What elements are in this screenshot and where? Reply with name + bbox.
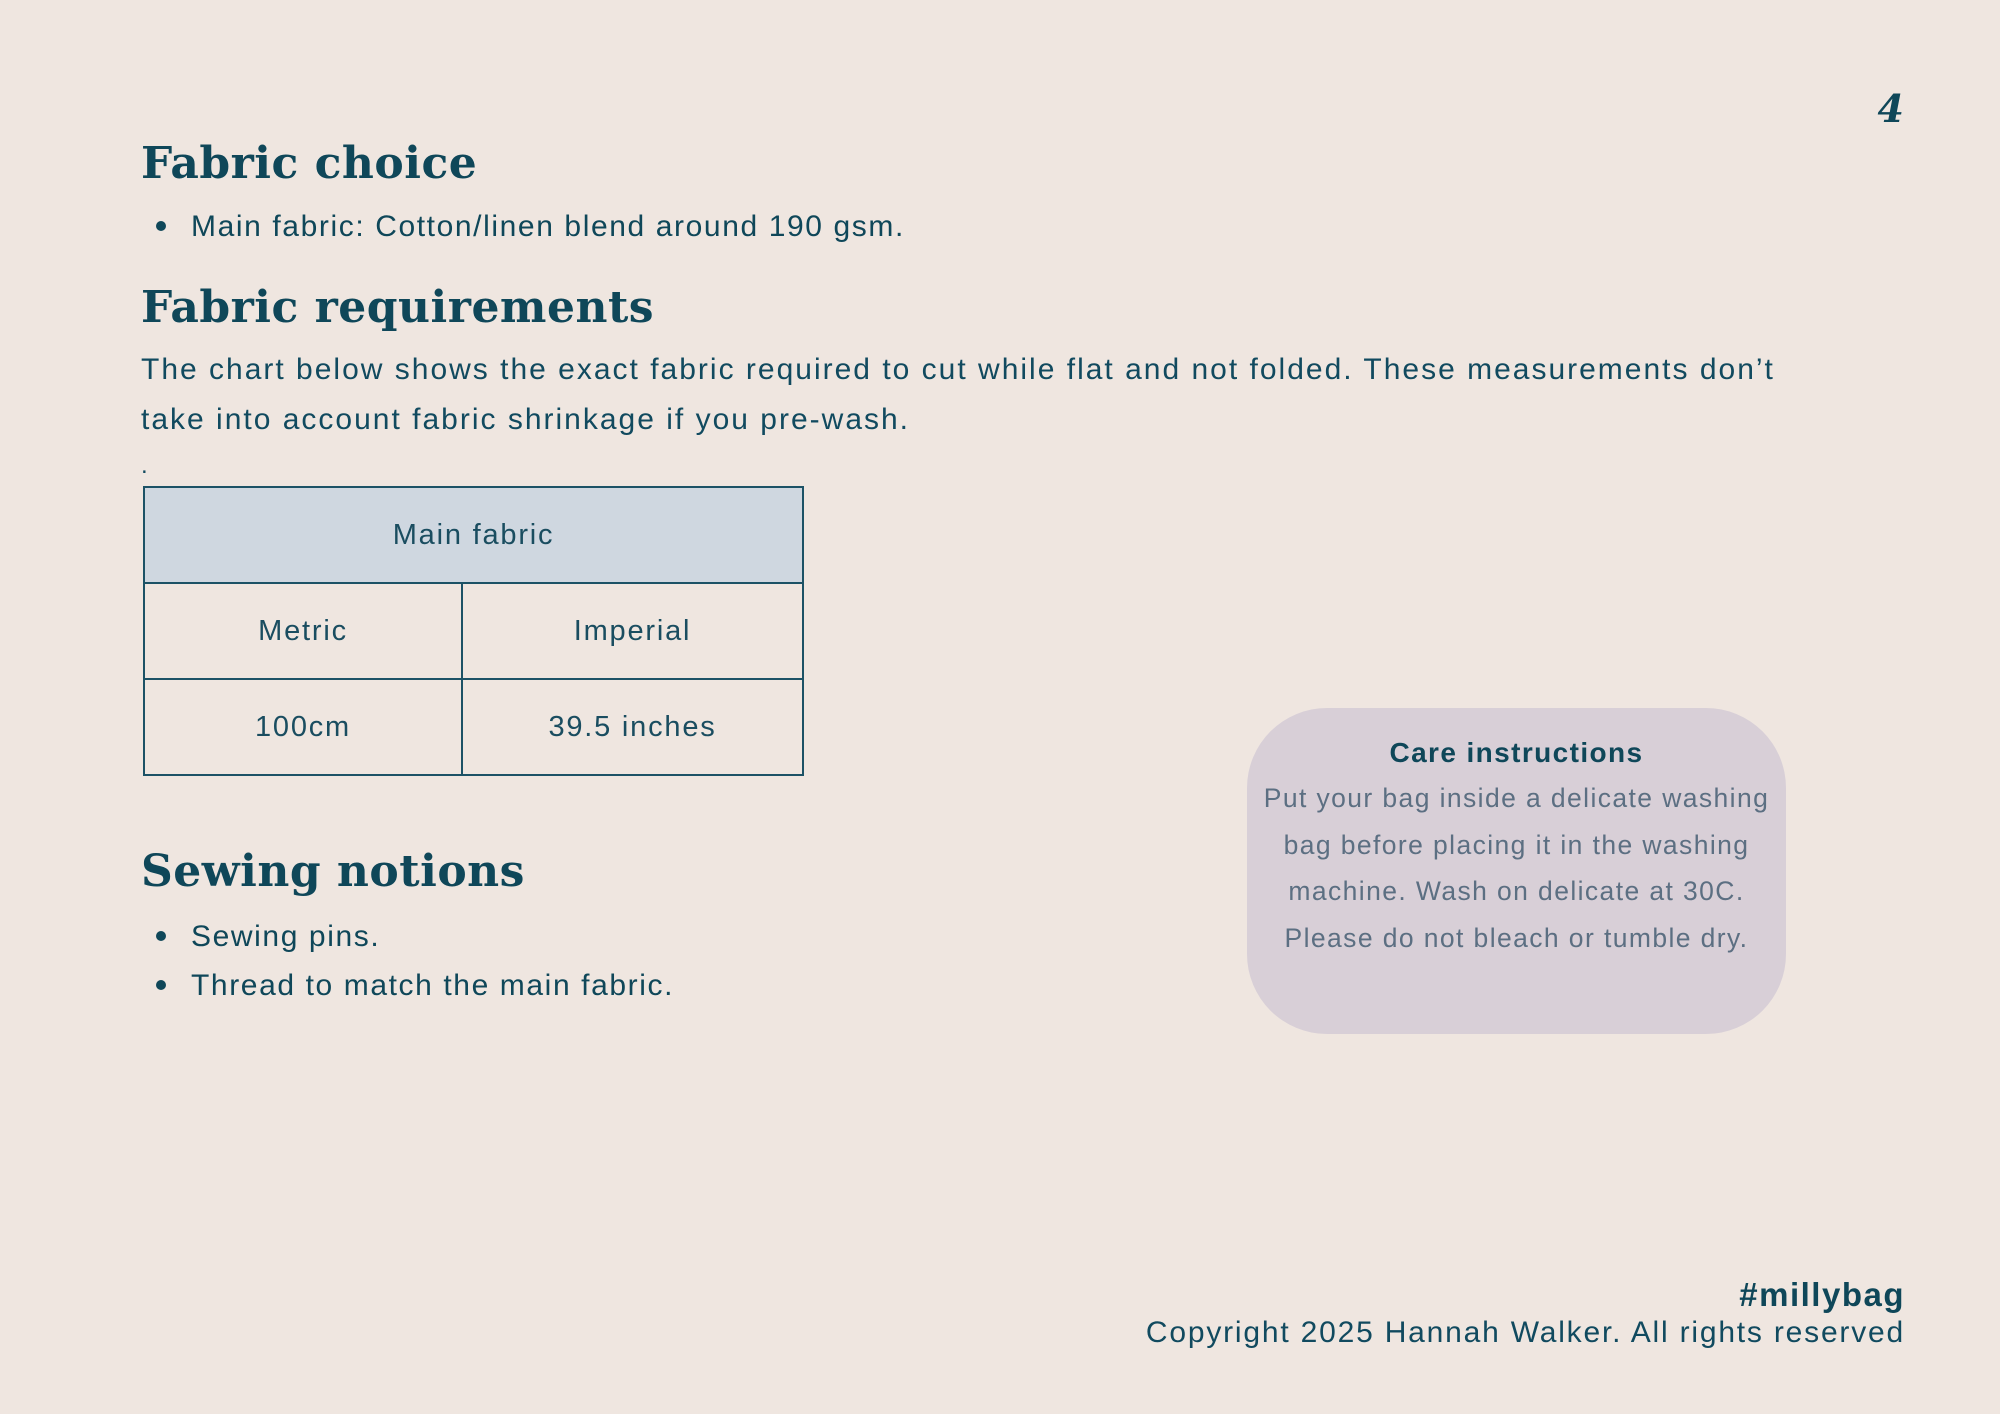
list-item [191, 912, 674, 961]
cell-metric-value: 100cm [144, 679, 462, 775]
column-header-metric: Metric [144, 583, 462, 679]
bullet-icon [156, 931, 166, 941]
table-header-cell: Main fabric [144, 487, 803, 583]
list-item [191, 961, 674, 1010]
bullet-icon [156, 980, 166, 990]
page-number: 4 [1877, 86, 1904, 131]
hashtag: #millybag [1739, 1276, 1905, 1313]
bullet-icon [156, 221, 166, 231]
sewing-notions-list [141, 912, 674, 1010]
fabric-choice-heading: Fabric choice [141, 138, 478, 189]
list-item-text: Thread to match the main fabric. [191, 969, 675, 1002]
care-instructions-title: Care instructions [1389, 737, 1644, 768]
copyright-notice: Copyright 2025 Hannah Walker. All rights reserved [1145, 1316, 1905, 1349]
list-item-text: Main fabric: Cotton/linen blend around 190 gsm. [191, 210, 905, 243]
list-item [191, 202, 905, 251]
fabric-choice-list [141, 202, 905, 251]
cell-imperial-value: 39.5 inches [462, 679, 803, 775]
stray-mark: . [141, 452, 148, 479]
list-item-text: Sewing pins. [191, 920, 381, 953]
care-instructions-body: Put your bag inside a delicate washing bag before placing it in the washing machine. Wash on delicate at 30C. Please do not bleach or tumble dry. [1263, 783, 1770, 953]
table-row [144, 679, 803, 775]
table-header-row [144, 487, 803, 583]
fabric-requirements-description: The chart below shows the exact fabric required to cut while flat and not folded. These measurements don’t take into account fabric shrinkage if you pre-wash. [141, 353, 1775, 436]
table-column-row [144, 583, 803, 679]
fabric-requirements-table [143, 486, 804, 776]
care-instructions-box [1247, 708, 1786, 1034]
fabric-requirements-heading: Fabric requirements [141, 282, 655, 333]
column-header-imperial: Imperial [462, 583, 803, 679]
sewing-notions-heading: Sewing notions [141, 846, 525, 897]
